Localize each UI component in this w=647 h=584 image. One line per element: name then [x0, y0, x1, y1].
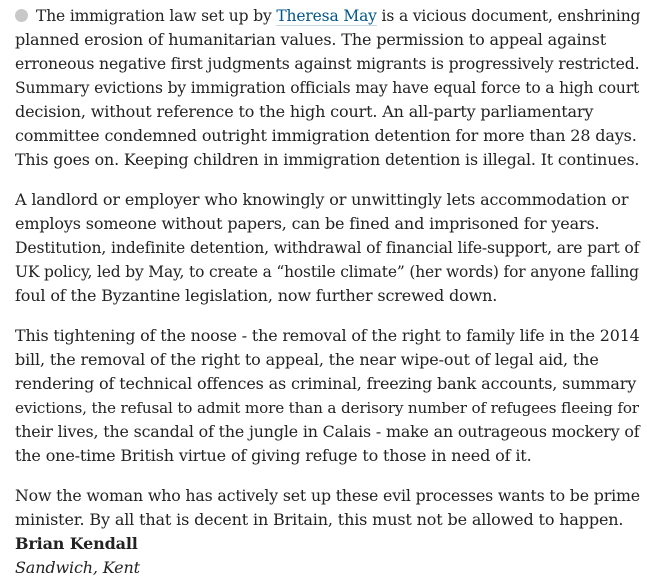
paragraph-line: employs someone without papers, can be fined and imprisoned for years.	[15, 214, 600, 233]
paragraph-line: their lives, the scandal of the jungle in Calais - make an outrageous mockery of	[15, 422, 640, 441]
paragraph-line: committee condemned outright immigration detention for more than 28 days.	[15, 126, 637, 145]
author-location: Sandwich, Kent	[15, 558, 140, 577]
paragraph-line: Summary evictions by immigration officials may have equal force to a high court	[15, 79, 640, 97]
paragraph-line: rendering of technical offences as criminal, freezing bank accounts, summary	[15, 374, 637, 393]
paragraph-line: A landlord or employer who knowingly or unwittingly lets accommodation or	[15, 190, 629, 209]
paragraph-3	[15, 324, 640, 468]
paragraph-line: bill, the removal of the right to appeal, the near wipe-out of legal aid, the	[15, 350, 599, 369]
author-name: Brian Kendall	[15, 534, 138, 553]
paragraph-line: the one-time British virtue of giving refuge to those in need of it.	[15, 446, 532, 465]
paragraph-line: This goes on. Keeping children in immigration detention is illegal. It continues.	[15, 150, 640, 169]
bullet-icon	[15, 9, 28, 22]
theresa-may-link[interactable]: Theresa May	[276, 7, 377, 25]
signature	[15, 532, 637, 580]
paragraph-line: This tightening of the noose - the removal of the right to family life in the 2014	[15, 326, 640, 345]
paragraph-text: is a vicious document, enshrining	[376, 7, 641, 25]
paragraph-line: erroneous negative first judgments against migrants is progressively restricted.	[15, 54, 640, 73]
paragraph-line: evictions, the refusal to admit more than a derisory number of refugees fleeing for	[15, 399, 639, 417]
paragraph-1	[15, 4, 641, 172]
paragraph-line: foul of the Byzantine legislation, now further screwed down.	[15, 286, 498, 305]
paragraph-line	[15, 4, 641, 28]
paragraph-line: Now the woman who has actively set up these evil processes wants to be prime	[15, 486, 640, 505]
paragraph-line: UK policy, led by May, to create a “hostile climate” (her words) for anyone falling	[15, 263, 639, 281]
paragraph-line: Destitution, indefinite detention, withdrawal of financial life-support, are part of	[15, 239, 640, 257]
paragraph-4	[15, 484, 640, 532]
paragraph-line: minister. By all that is decent in Britain, this must not be allowed to happen.	[15, 510, 624, 529]
paragraph-line: planned erosion of humanitarian values. The permission to appeal against	[15, 30, 607, 49]
paragraph-line: decision, without reference to the high court. An all-party parliamentary	[15, 102, 594, 121]
paragraph-2	[15, 188, 640, 308]
paragraph-text: The immigration law set up by	[36, 7, 277, 25]
